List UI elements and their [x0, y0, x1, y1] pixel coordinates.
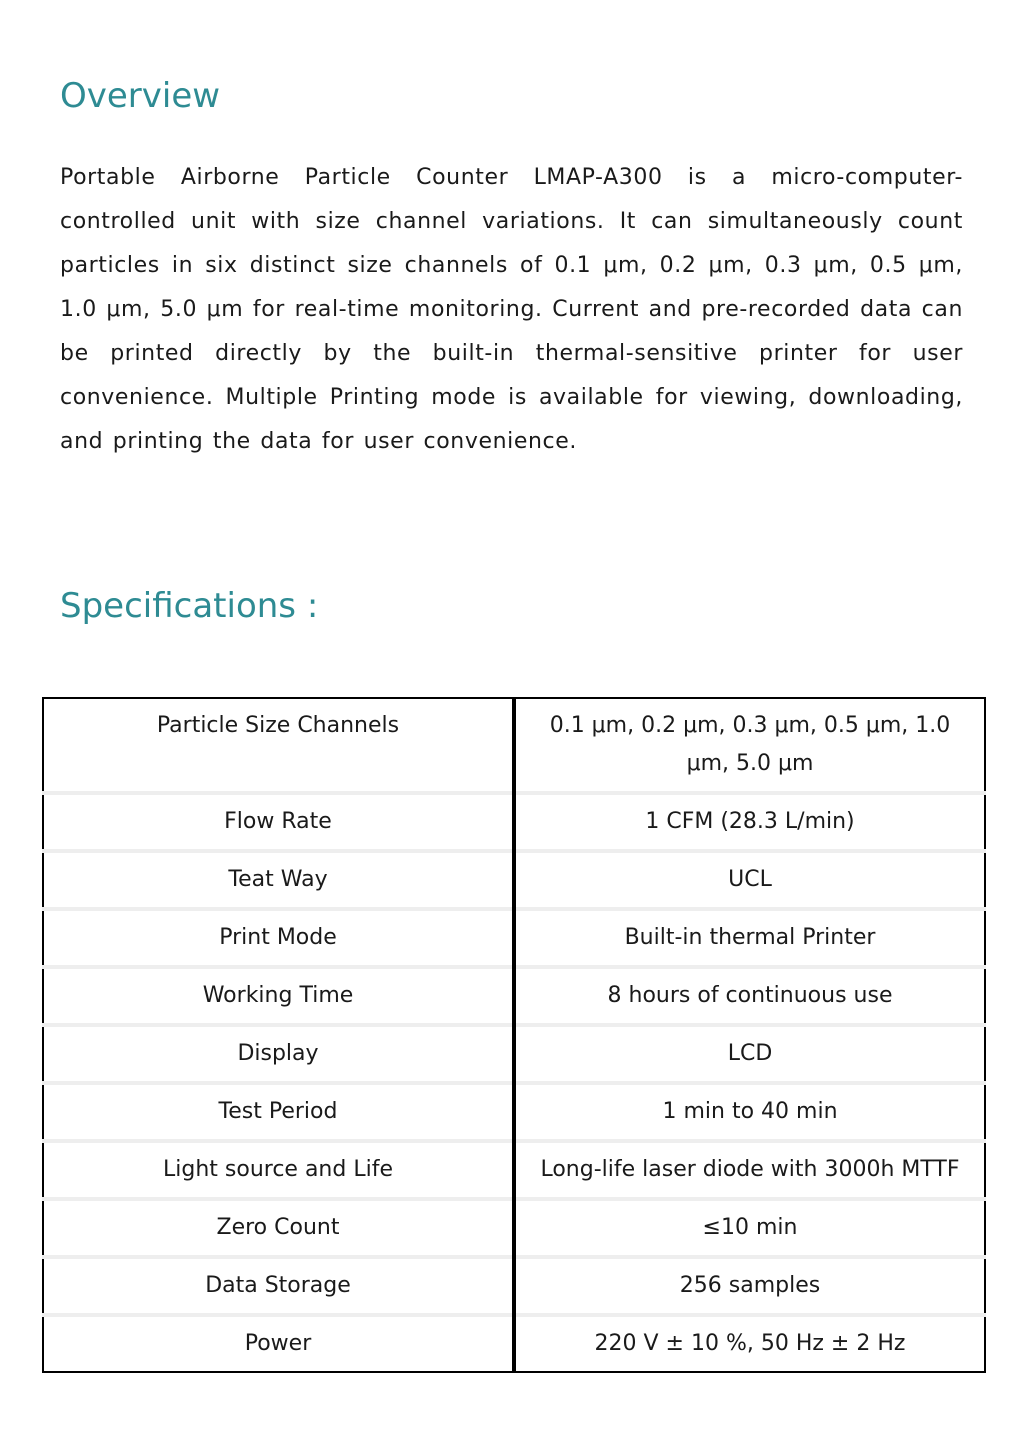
spec-label: Teat Way: [43, 851, 514, 909]
spec-label: Working Time: [43, 967, 514, 1025]
spec-label: Print Mode: [43, 909, 514, 967]
spec-value: ≤10 min: [514, 1199, 985, 1257]
spec-label: Test Period: [43, 1083, 514, 1141]
spec-value: 8 hours of continuous use: [514, 967, 985, 1025]
table-row: [43, 967, 985, 1025]
table-row: [43, 909, 985, 967]
spec-label: Light source and Life: [43, 1141, 514, 1199]
specifications-heading: Specifications :: [60, 586, 319, 626]
table-row: [43, 1025, 985, 1083]
spec-value: 0.1 μm, 0.2 μm, 0.3 μm, 0.5 μm, 1.0 μm, 5.0 μm: [549, 713, 951, 776]
spec-label: Flow Rate: [43, 793, 514, 851]
overview-heading: Overview: [60, 76, 221, 116]
spec-label: Data Storage: [43, 1257, 514, 1315]
spec-label: Particle Size Channels: [43, 698, 514, 793]
spec-value: LCD: [514, 1025, 985, 1083]
spec-value: 220 V ± 10 %, 50 Hz ± 2 Hz: [514, 1315, 985, 1372]
spec-label: Zero Count: [43, 1199, 514, 1257]
table-row: [43, 1199, 985, 1257]
spec-value: 256 samples: [514, 1257, 985, 1315]
overview-paragraph: Portable Airborne Particle Counter LMAP-A300 is a micro-computer-controlled unit with size channel variations. It can simultaneously count particles in six distinct size channels of 0.1 μm, 0.2 μm, 0.3 μm, 0.5 μm, 1.0 μm, 5.0 μm for real-time monitoring. Current and pre-recorded data can be printed directly by the built-in thermal-sensitive printer for user convenience. Multiple Printing mode is available for viewing, downloading, and printing the data for user convenience.: [60, 165, 963, 454]
spec-value: 1 CFM (28.3 L/min): [514, 793, 985, 851]
table-row: [43, 793, 985, 851]
specifications-table: [42, 697, 986, 1373]
table-row: [43, 1315, 985, 1372]
table-row: [43, 1257, 985, 1315]
spec-value: UCL: [514, 851, 985, 909]
table-row: [43, 698, 985, 793]
table-row: [43, 851, 985, 909]
spec-value: Built-in thermal Printer: [514, 909, 985, 967]
spec-value: Long-life laser diode with 3000h MTTF: [514, 1141, 985, 1199]
spec-label: Display: [43, 1025, 514, 1083]
table-row: [43, 1083, 985, 1141]
table-row: [43, 1141, 985, 1199]
spec-value: 1 min to 40 min: [514, 1083, 985, 1141]
spec-label: Power: [43, 1315, 514, 1372]
